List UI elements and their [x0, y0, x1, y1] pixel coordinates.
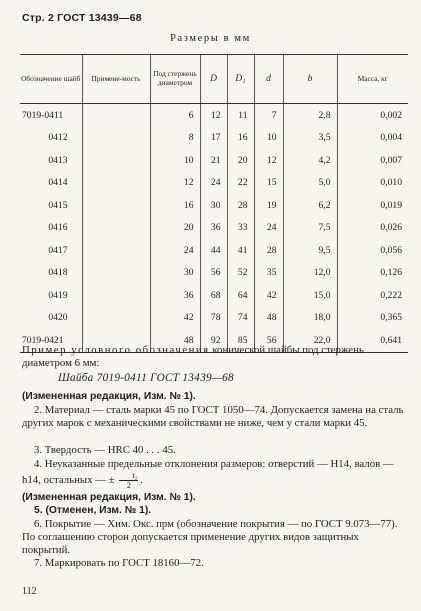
page-number: 112	[22, 586, 37, 597]
table-row	[20, 172, 408, 195]
item-2: 2. Материал — сталь марки 45 по ГОСТ 1050—74. Допускается замена на сталь других марок с механическими свойствами не ниже, чем у стали марки 45.	[22, 404, 404, 429]
revision-note-2: (Измененная редакция, Изм. № 1).	[22, 492, 196, 503]
cell-designation: 0417	[48, 244, 68, 256]
cell-D: 12	[200, 104, 227, 127]
cell-applicability	[82, 194, 150, 217]
cell-rod-diameter: 36	[150, 284, 200, 307]
cell-b: 9,5	[283, 239, 337, 262]
dimensions-table	[20, 54, 408, 353]
cell-mass: 0,126	[337, 262, 408, 285]
cell-rod-diameter: 16	[150, 194, 200, 217]
cell-designation: 0412	[48, 132, 68, 144]
item-6: 6. Покрытие — Хим. Окс. прм (обозначение покрытия — по ГОСТ 9.073—77). По соглашению сторон допускается применение других видов защитных покрытий.	[22, 518, 398, 556]
cell-b: 7,5	[283, 217, 337, 240]
cell-d: 10	[254, 127, 283, 150]
cell-b: 18,0	[283, 307, 337, 330]
page-header: Стр. 2 ГОСТ 13439—68	[22, 12, 142, 24]
cell-rod-diameter: 42	[150, 307, 200, 330]
cell-applicability	[82, 307, 150, 330]
table-row	[20, 239, 408, 262]
cell-D: 21	[200, 149, 227, 172]
cell-designation: 7019-0421	[20, 329, 82, 352]
example-formula: Шайба 7019-0411 ГОСТ 13439—68	[58, 372, 234, 384]
cell-D: 24	[200, 172, 227, 195]
cell-designation: 0419	[48, 289, 68, 301]
table-subtitle: Размеры в мм	[170, 33, 251, 44]
cell-rod-diameter: 6	[150, 104, 200, 127]
cell-d: 35	[254, 262, 283, 285]
cell-d: 15	[254, 172, 283, 195]
table-row	[20, 284, 408, 307]
cell-D: 68	[200, 284, 227, 307]
cell-applicability	[82, 262, 150, 285]
cell-D1: 85	[227, 329, 254, 352]
cell-mass: 0,019	[337, 194, 408, 217]
cell-designation: 0415	[48, 199, 68, 211]
cell-b: 12,0	[283, 262, 337, 285]
cell-rod-diameter: 24	[150, 239, 200, 262]
cell-rod-diameter: 8	[150, 127, 200, 150]
cell-applicability	[82, 149, 150, 172]
cell-mass: 0,641	[337, 329, 408, 352]
col-header-designation: Обозначение шайб	[20, 55, 82, 104]
cell-mass: 0,365	[337, 307, 408, 330]
cell-mass: 0,222	[337, 284, 408, 307]
example-text: конической шайбы под стержень диаметром 6 мм:	[22, 344, 364, 369]
cell-b: 4,2	[283, 149, 337, 172]
cell-D1: 16	[227, 127, 254, 150]
cell-D: 36	[200, 217, 227, 240]
item-3: 3. Твердость — HRC 40 . . . 45.	[34, 444, 176, 456]
cell-D1: 33	[227, 217, 254, 240]
cell-designation: 0420	[48, 312, 68, 324]
cell-rod-diameter: 20	[150, 217, 200, 240]
cell-D: 17	[200, 127, 227, 150]
table-row	[20, 104, 408, 127]
table-row	[20, 307, 408, 330]
item-4: 4. Неуказанные предельные отклонения размеров: отверстий — H14, валов — h14, остальных — ± $\frac{\text{t₂}}{2}$ .	[22, 458, 394, 490]
item-5: 5. (Отменен, Изм. № 1).	[34, 505, 152, 516]
cell-designation: 0418	[48, 267, 68, 279]
cell-d: 28	[254, 239, 283, 262]
col-header-applicability: Примене-мость	[82, 55, 150, 104]
table-row	[20, 262, 408, 285]
cell-D: 92	[200, 329, 227, 352]
table-row	[20, 217, 408, 240]
cell-d: 56	[254, 329, 283, 352]
cell-applicability	[82, 239, 150, 262]
col-header-b: b	[283, 55, 337, 104]
cell-d: 19	[254, 194, 283, 217]
cell-D1: 74	[227, 307, 254, 330]
table-row	[20, 127, 408, 150]
table-row	[20, 149, 408, 172]
cell-mass: 0,002	[337, 104, 408, 127]
cell-designation: 0416	[48, 222, 68, 234]
cell-applicability	[82, 284, 150, 307]
cell-rod-diameter: 30	[150, 262, 200, 285]
cell-mass: 0,056	[337, 239, 408, 262]
cell-d: 42	[254, 284, 283, 307]
col-header-D1: D₁	[227, 55, 254, 104]
cell-d: 12	[254, 149, 283, 172]
cell-d: 24	[254, 217, 283, 240]
cell-rod-diameter: 48	[150, 329, 200, 352]
col-header-rod-diameter: Под стержень диаметром	[150, 55, 200, 104]
cell-designation: 7019-0411	[22, 109, 64, 121]
cell-designation: 0413	[48, 154, 68, 166]
col-header-d: d	[254, 55, 283, 104]
cell-applicability	[82, 172, 150, 195]
cell-rod-diameter: 12	[150, 172, 200, 195]
cell-D1: 64	[227, 284, 254, 307]
cell-applicability	[82, 217, 150, 240]
cell-D: 78	[200, 307, 227, 330]
cell-D1: 20	[227, 149, 254, 172]
example-paragraph	[22, 344, 404, 370]
item-4-text: 4. Неуказанные предельные отклонения размеров: отверстий — H14, валов — h14, остальных — ±	[22, 458, 394, 486]
cell-b: 22,0	[283, 329, 337, 352]
tolerance-fraction	[119, 471, 138, 490]
cell-D1: 52	[227, 262, 254, 285]
fraction-denominator: 2	[126, 481, 131, 490]
cell-D1: 41	[227, 239, 254, 262]
cell-b: 5,0	[283, 172, 337, 195]
example-lead: Пример условного обозначения	[22, 344, 210, 356]
cell-applicability	[82, 104, 150, 127]
cell-mass: 0,026	[337, 217, 408, 240]
cell-b: 3,5	[283, 127, 337, 150]
col-header-D: D	[200, 55, 227, 104]
revision-note-1: (Измененная редакция, Изм. № 1).	[22, 391, 196, 402]
cell-b: 15,0	[283, 284, 337, 307]
cell-d: 48	[254, 307, 283, 330]
table-header-row	[20, 55, 408, 104]
cell-b: 6,2	[283, 194, 337, 217]
cell-d: 7	[254, 104, 283, 127]
cell-rod-diameter: 10	[150, 149, 200, 172]
cell-D1: 28	[227, 194, 254, 217]
cell-D1: 22	[227, 172, 254, 195]
cell-b: 2,8	[283, 104, 337, 127]
cell-mass: 0,007	[337, 149, 408, 172]
cell-D: 56	[200, 262, 227, 285]
cell-D1: 11	[227, 104, 254, 127]
table-row	[20, 194, 408, 217]
cell-mass: 0,004	[337, 127, 408, 150]
cell-designation: 0414	[48, 177, 68, 189]
cell-applicability	[82, 127, 150, 150]
item-7: 7. Маркировать по ГОСТ 18160—72.	[34, 557, 204, 569]
col-header-mass: Масса, кг	[337, 55, 408, 104]
cell-D: 30	[200, 194, 227, 217]
cell-D: 44	[200, 239, 227, 262]
fraction-numerator: t₂	[119, 471, 138, 481]
cell-mass: 0,010	[337, 172, 408, 195]
